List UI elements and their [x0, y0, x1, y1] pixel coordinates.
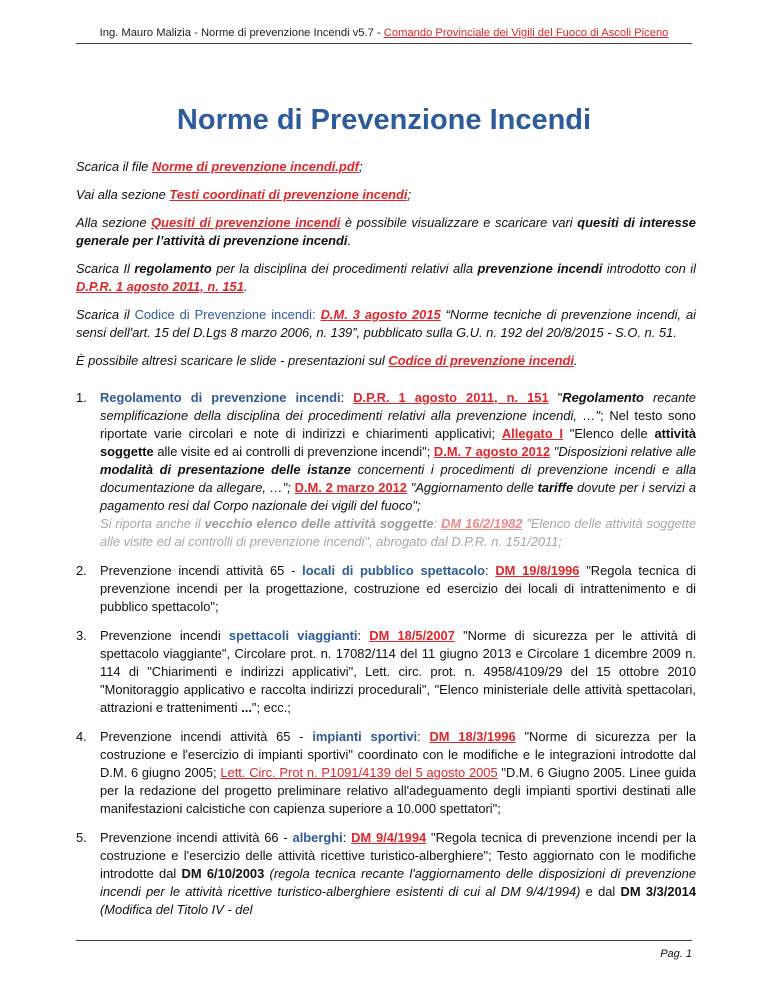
item-link[interactable]: DM 16/2/1982: [441, 516, 523, 531]
coordinated-texts-link[interactable]: Testi coordinati di prevenzione incendi: [169, 187, 408, 202]
intro-paragraph-6: È possibile altresì scaricare le slide - presentazioni sul Codice di prevenzione incendi.: [76, 353, 578, 368]
codice-slides-link[interactable]: Codice di prevenzione incendi: [388, 353, 574, 368]
norms-list: [76, 389, 696, 919]
intro-paragraph-5: Scarica il Codice di Prevenzione incendi: D.M. 3 agosto 2015 “Norme tecniche di prevenzione incendi, ai sensi dell'art. 15 del D.Lgs 8 marzo 2006, n. 139”, pubblicato sulla G.U. n. 192 del 20/8/2015 - S.O. n. 51.: [76, 307, 696, 340]
list-item: 1. Regolamento di prevenzione incendi: D.P.R. 1 agosto 2011, n. 151 "Regolamento recante semplificazione della disciplina dei procedimenti relativi alla prevenzione incendi, …"; Nel testo sono riportate varie circolari e note di indirizzi e chiarimenti applicativi; Allegato I "Elenco delle attività soggette alle visite ed ai controlli di prevenzione incendi"; D.M. 7 agosto 2012 "Disposizioni relative alle modalità di presentazione delle istanze concernenti i procedimenti di prevenzione incendi e alla documentazione da allegare, …"; D.M. 2 marzo 2012 "Aggiornamento delle tariffe dovute per i servizi a pagamento resi dal Corpo nazionale dei vigili del fuoco"; Si riporta anche il vecchio elenco delle attività soggette: DM 16/2/1982 "Elenco delle attività soggette alle visite ed ai controlli di prevenzione incendi", abrogato dal D.P.R. n. 151/2011;: [76, 390, 697, 549]
header-text: Ing. Mauro Malizia - Norme di prevenzione Incendi v5.7 -: [99, 27, 384, 39]
dm-3-agosto-2015-link[interactable]: D.M. 3 agosto 2015: [320, 307, 441, 322]
item-link[interactable]: DM 18/3/1996: [429, 729, 516, 744]
page-title: Norme di Prevenzione Incendi: [176, 104, 592, 136]
item-link[interactable]: DM 9/4/1994: [351, 830, 427, 845]
pdf-download-link[interactable]: Norme di prevenzione incendi.pdf: [151, 159, 359, 174]
document-body: [76, 158, 696, 930]
intro-paragraph-4: Scarica Il regolamento per la disciplina dei procedimenti relativi alla prevenzione incendi introdotto con il D.P.R. 1 agosto 2011, n. 151.: [76, 261, 696, 294]
item-link[interactable]: D.M. 7 agosto 2012: [433, 444, 551, 459]
list-item: 3. Prevenzione incendi spettacoli viaggianti: DM 18/5/2007 "Norme di sicurezza per le attività di spettacolo viaggiante", Circolare prot. n. 17082/114 del 11 giugno 2013 e Circolare 1 dicembre 2009 n. 114 di "Chiarimenti e indirizzi applicativi", Lett. circ. prot. n. 4958/4109/29 del 15 ottobre 2010 "Monitoraggio applicativo e raccolta indirizzi procedurali", "Elenco ministeriale delle attività spettacolari, attrazioni e trattenimenti ..."; ecc.;: [76, 628, 696, 715]
quesiti-link[interactable]: Quesiti di prevenzione incendi: [151, 215, 341, 230]
item-link[interactable]: D.P.R. 1 agosto 2011, n. 151: [353, 390, 549, 405]
list-item: 4. Prevenzione incendi attività 65 - impianti sportivi: DM 18/3/1996 "Norme di sicurezza per la costruzione e l'esercizio di impianti sportivi" coordinato con le modifiche e le integrazioni introdotte dal D.M. 6 giugno 2005; Lett. Circ. Prot n. P1091/4139 del 5 agosto 2005 "D.M. 6 Giugno 2005. Linee guida per la redazione del progetto preliminare relativo all'adeguamento degli impianti sportivi destinati alle manifestazioni calcistiche con capienza superiore a 10.000 spettatori";: [76, 729, 696, 816]
item-link[interactable]: DM 18/5/2007: [369, 628, 455, 643]
intro-paragraph-2: Vai alla sezione Testi coordinati di prevenzione incendi;: [76, 187, 412, 202]
item-link[interactable]: D.M. 2 marzo 2012: [294, 480, 407, 495]
item-link[interactable]: Allegato I: [501, 426, 564, 441]
dpr-151-link[interactable]: D.P.R. 1 agosto 2011, n. 151: [76, 279, 244, 294]
list-item: 5. Prevenzione incendi attività 66 - alberghi: DM 9/4/1994 "Regola tecnica di prevenzione incendi per la costruzione e l'esercizio delle attività ricettive turistico-alberghiere"; Testo aggiornato con le modifiche introdotte dal DM 6/10/2003 (regola tecnica recante l'aggiornamento delle disposizioni di prevenzione incendi per le attività ricettive turistico-alberghiere esistenti di cui al DM 9/4/1994) e dal DM 3/3/2014 (Modifica del Titolo IV - del: [76, 830, 697, 917]
page-number: Pag. 1: [660, 948, 692, 960]
header-link[interactable]: Comando Provinciale dei Vigili del Fuoco di Ascoli Piceno: [383, 27, 669, 39]
item-link[interactable]: Lett. Circ. Prot n. P1091/4139 del 5 agosto 2005: [220, 765, 498, 780]
page-header: [76, 27, 692, 44]
footer-divider: [76, 940, 692, 941]
intro-paragraph-3: Alla sezione Quesiti di prevenzione incendi è possibile visualizzare e scaricare vari quesiti di interesse generale per l’attività di prevenzione incendi.: [76, 215, 696, 248]
item-link[interactable]: DM 19/8/1996: [495, 563, 580, 578]
intro-paragraph-1: Scarica il file Norme di prevenzione incendi.pdf;: [76, 159, 363, 174]
obsolete-note: Si riporta anche il vecchio elenco delle attività soggette: DM 16/2/1982 "Elenco delle attività soggette alle visite ed ai controlli di prevenzione incendi", abrogato dal D.P.R. n. 151/2011;: [100, 516, 696, 549]
list-item: 2. Prevenzione incendi attività 65 - locali di pubblico spettacolo: DM 19/8/1996 "Regola tecnica di prevenzione incendi per la progettazione, costruzione ed esercizio dei locali di intrattenimento e di pubblico spettacolo";: [76, 563, 697, 614]
